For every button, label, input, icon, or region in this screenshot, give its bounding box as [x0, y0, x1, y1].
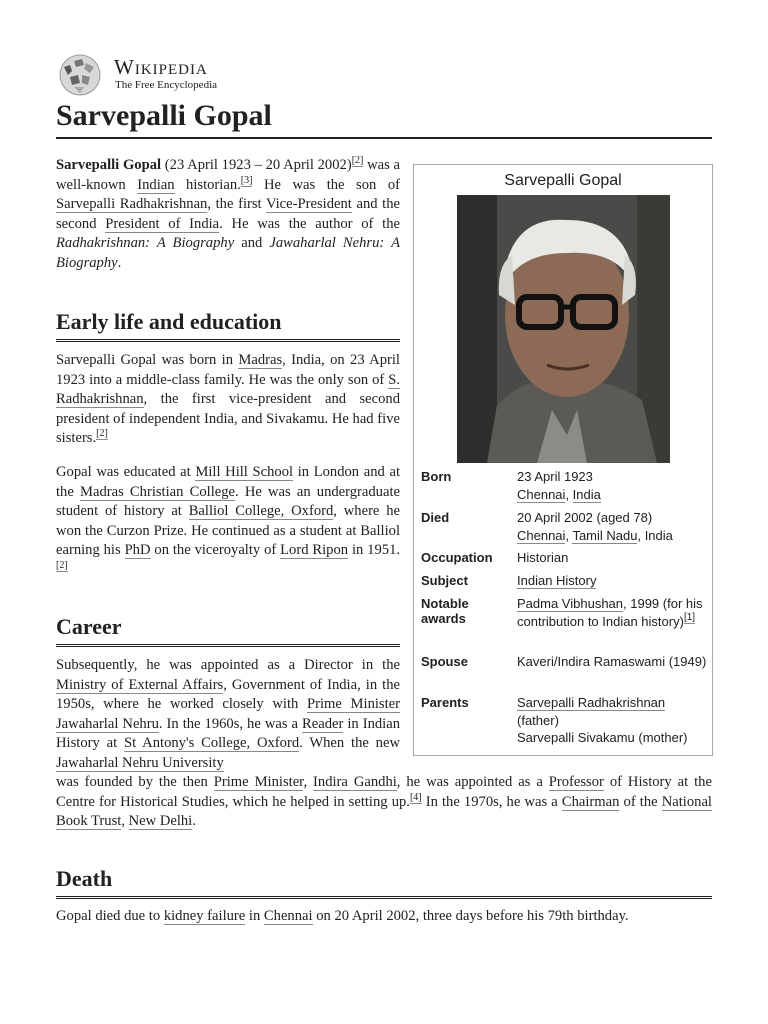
death-paragraph: [56, 907, 712, 927]
link-chennai-born[interactable]: Chennai: [517, 486, 566, 502]
career-paragraph-bottom: [56, 773, 712, 832]
link-jnu[interactable]: Jawaharlal Nehru University: [56, 754, 224, 771]
label-subject: Subject: [421, 573, 468, 588]
value-born: [517, 468, 707, 503]
died-date: 20 April 2002 (aged 78): [517, 510, 653, 525]
career-paragraph-top: [56, 656, 400, 773]
link-prime-minister[interactable]: Prime Minister: [307, 696, 400, 712]
text: . He was the author of the: [219, 215, 400, 232]
text: , the first: [207, 196, 266, 212]
text: and: [234, 235, 270, 251]
text: historian.: [174, 176, 241, 193]
text: , India, on 23 April 1923 into a middle-class family. He was the only son of: [56, 352, 400, 388]
wordmark[interactable]: Wikipedia: [114, 55, 208, 79]
text: (father): [517, 712, 559, 728]
text: (23 April 1923 – 20 April 2002): [161, 157, 352, 173]
text: Subsequently, he was appointed as a Director in the: [56, 657, 400, 673]
ref-link[interactable]: [2]: [56, 559, 68, 571]
link-balliol-college[interactable]: Balliol College, Oxford: [188, 503, 334, 519]
tagline: The Free Encyclopedia: [115, 79, 218, 91]
link-jawaharlal-nehru[interactable]: Jawaharlal Nehru: [56, 715, 159, 732]
link-sarvepalli-radhakrishnan-parent[interactable]: Sarvepalli Radhakrishnan: [517, 695, 666, 710]
label-spouse: Spouse: [421, 654, 468, 669]
link-reader[interactable]: Reader: [302, 715, 344, 732]
subject-name: Sarvepalli Gopal: [56, 157, 162, 173]
text: ,: [565, 486, 573, 502]
text: and the second: [56, 196, 400, 232]
text: In the 1970s, he was a: [421, 793, 562, 810]
text: in London and at the: [56, 464, 401, 500]
link-chennai-died[interactable]: Chennai: [517, 527, 566, 543]
link-madras[interactable]: Madras: [238, 352, 283, 368]
heading-death: Death: [56, 865, 712, 899]
text: Gopal died due to: [56, 908, 164, 924]
heading-early-life: Early life and education: [56, 308, 400, 342]
text: . In the 1960s, he was a: [158, 715, 303, 732]
text: ,: [565, 527, 573, 543]
value-notable-awards: [517, 595, 707, 630]
text: ,: [303, 774, 314, 790]
text: , 1999 (for his contribution to Indian history): [517, 596, 703, 629]
link-president-of-india[interactable]: President of India: [105, 215, 220, 232]
link-vice-president[interactable]: Vice-President: [265, 196, 352, 212]
link-phd[interactable]: PhD: [124, 542, 151, 558]
link-indian[interactable]: Indian: [137, 176, 175, 193]
text: was founded by the then: [56, 774, 214, 790]
book-title: Radhakrishnan: A Biography: [56, 235, 235, 251]
text: , the first vice-president and second president of independent India, and Sivakamu. He had five sisters.: [56, 391, 400, 446]
value-parents: [517, 694, 707, 747]
link-st-antonys-college[interactable]: St Antony's College, Oxford: [123, 735, 300, 751]
text: Notable: [421, 596, 469, 611]
text: on the viceroyalty of: [150, 542, 281, 558]
link-professor[interactable]: Professor: [548, 774, 604, 790]
link-indira-gandhi[interactable]: Indira Gandhi: [313, 774, 397, 790]
ref-link[interactable]: [2]: [96, 428, 108, 440]
text: . He was an undergraduate student of history at: [56, 483, 400, 519]
book-title: Jawaharlal Nehru: A Biography: [56, 235, 400, 271]
born-date: 23 April 1923: [517, 469, 593, 484]
link-sarvepalli-radhakrishnan[interactable]: Sarvepalli Radhakrishnan: [56, 196, 208, 212]
link-tamil-nadu[interactable]: Tamil Nadu: [572, 527, 638, 543]
text: was a well-known: [56, 157, 400, 193]
text: , Government of India, in the 1950s, where he worked closely with: [56, 676, 400, 712]
heading-career: Career: [56, 613, 400, 647]
text: ,: [121, 813, 129, 829]
link-lord-ripon[interactable]: Lord Ripon: [280, 542, 349, 558]
text: Sarvepalli Sivakamu (mother): [517, 730, 688, 745]
portrait-photo[interactable]: [457, 195, 670, 463]
text: in Indian History at: [56, 715, 400, 751]
text: , he was appointed as a: [396, 774, 549, 790]
text: , where he won the Curzon Prize. He continued as a student at Balliol earning his: [56, 503, 401, 558]
early-paragraph-1: [56, 351, 400, 449]
text: .: [117, 254, 122, 271]
text: of the: [619, 793, 662, 810]
text: He was the son of: [252, 176, 400, 193]
site-header: [56, 53, 356, 95]
link-chennai[interactable]: Chennai: [263, 908, 313, 924]
link-s-radhakrishnan[interactable]: S. Radhakrishnan: [56, 371, 400, 407]
infobox: [413, 164, 713, 756]
page-title: Sarvepalli Gopal: [56, 97, 712, 139]
link-prime-minister-2[interactable]: Prime Minister: [213, 774, 304, 790]
link-new-delhi[interactable]: New Delhi: [128, 813, 193, 829]
link-india[interactable]: India: [572, 486, 601, 502]
value-subject: [517, 572, 707, 590]
text: in: [245, 908, 264, 924]
label-occupation: Occupation: [421, 550, 493, 565]
link-national-book-trust[interactable]: National Book Trust: [56, 793, 712, 829]
text: , India: [637, 527, 673, 543]
infobox-title: Sarvepalli Gopal: [504, 172, 622, 189]
early-paragraph-2: [56, 463, 400, 580]
text: in 1951.: [348, 542, 401, 558]
wikipedia-globe-icon[interactable]: [56, 53, 104, 97]
text: Gopal was educated at: [56, 464, 196, 480]
link-kidney-failure[interactable]: kidney failure: [163, 908, 246, 924]
ref-link[interactable]: [1]: [683, 612, 696, 624]
born-place: [517, 486, 707, 504]
intro-paragraph: [56, 156, 400, 273]
portrait-image: [457, 195, 670, 463]
text: on 20 April 2002, three days before his 79th birthday.: [312, 908, 629, 924]
label-born: Born: [421, 469, 452, 484]
label-notable-awards: [421, 596, 469, 626]
label-died: Died: [421, 510, 450, 525]
text: awards: [421, 611, 466, 626]
text: of History at the Centre for Historical Studies, which he helped in setting up.: [56, 774, 712, 810]
link-padma-vibhushan[interactable]: Padma Vibhushan: [517, 596, 624, 611]
link-chairman[interactable]: Chairman: [561, 793, 620, 810]
text: . When the new: [299, 735, 400, 751]
died-place: [517, 527, 707, 545]
value-died: [517, 509, 707, 544]
value-occupation: Historian: [517, 550, 569, 565]
text: .: [192, 813, 196, 829]
value-spouse: Kaveri/Indira Ramaswami (1949): [517, 654, 707, 669]
ref-link[interactable]: [2]: [351, 155, 364, 167]
ref-link[interactable]: [3]: [240, 174, 253, 186]
link-ministry-external-affairs[interactable]: Ministry of External Affairs: [56, 676, 224, 693]
label-parents: Parents: [421, 695, 469, 710]
link-mill-hill-school[interactable]: Mill Hill School: [195, 464, 294, 480]
link-indian-history[interactable]: Indian History: [517, 573, 597, 588]
ref-link[interactable]: [4]: [409, 791, 422, 803]
link-madras-christian-college[interactable]: Madras Christian College: [80, 483, 235, 500]
text: Sarvepalli Gopal was born in: [56, 352, 239, 368]
